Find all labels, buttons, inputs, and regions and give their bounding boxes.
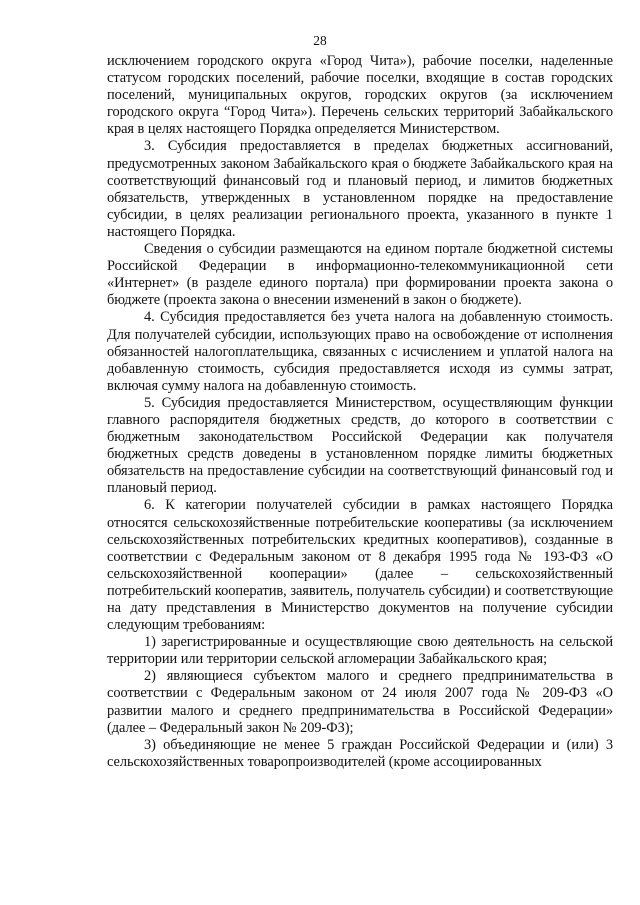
- page-number: 28: [313, 33, 327, 48]
- paragraph-item-3: 3. Субсидия предоставляется в пределах бюджетных ассигнований, предусмотренных законом Забайкальского края о бюджете Забайкальского края на соответствующий финансовый год и плановый период, и лимитов бюджетных обязательств, утвержденных в установленном порядке на предоставление субсидии, в целях реализации регионального проекта, указанного в пункте 1 настоящего Порядка.: [107, 138, 613, 240]
- paragraph-continuation: исключением городского округа «Город Чита»), рабочие поселки, наделенные статусом городских поселений, рабочие поселки, входящие в состав городских поселений, муниципальных округов, городских округов (за исключением городского округа “Город Чита»). Перечень сельских территорий Забайкальского края в целях настоящего Порядка определяется Министерством.: [107, 53, 613, 138]
- paragraph-requirement-1: 1) зарегистрированные и осуществляющие свою деятельность на сельской территории или территории сельской агломерации Забайкальского края;: [107, 634, 613, 668]
- document-body: [107, 53, 613, 771]
- paragraph-requirement-3: 3) объединяющие не менее 5 граждан Российской Федерации и (или) 3 сельскохозяйственных товаропроизводителей (кроме ассоциированных: [107, 736, 613, 770]
- paragraph-item-4: 4. Субсидия предоставляется без учета налога на добавленную стоимость. Для получателей субсидии, использующих право на освобождение от исполнения обязанностей налогоплательщика, связанных с исчислением и уплатой налога на добавленную стоимость, субсидия предоставляется исходя из суммы затрат, включая сумму налога на добавленную стоимость.: [107, 309, 613, 394]
- paragraph-subsidy-info: Сведения о субсидии размещаются на едином портале бюджетной системы Российской Федерации в информационно-телекоммуникационной сети «Интернет» (в разделе единого портала) при формировании проекта закона о бюджете (проекта закона о внесении изменений в закон о бюджете).: [107, 241, 613, 309]
- paragraph-item-6: 6. К категории получателей субсидии в рамках настоящего Порядка относятся сельскохозяйственные потребительские кооперативы (за исключением сельскохозяйственных потребительских кредитных кооперативов), созданные в соответствии с Федеральным законом от 8 декабря 1995 года № 193-ФЗ «О сельскохозяйственной кооперации» (далее – сельскохозяйственный потребительский кооператив, заявитель, получатель субсидии) и соответствующие на дату представления в Министерство документов на получение субсидии следующим требованиям:: [107, 497, 613, 634]
- paragraph-requirement-2: 2) являющиеся субъектом малого и среднего предпринимательства в соответствии с Федеральным законом от 24 июля 2007 года № 209-ФЗ «О развитии малого и среднего предпринимательства в Российской Федерации» (далее – Федеральный закон № 209-ФЗ);: [107, 668, 613, 736]
- paragraph-item-5: 5. Субсидия предоставляется Министерством, осуществляющим функции главного распорядителя бюджетных средств, до которого в соответствии с бюджетным законодательством Российской Федерации как получателя бюджетных средств доведены в установленном порядке лимиты бюджетных обязательств на предоставление субсидии на соответствующий финансовый год и плановый период.: [107, 394, 613, 497]
